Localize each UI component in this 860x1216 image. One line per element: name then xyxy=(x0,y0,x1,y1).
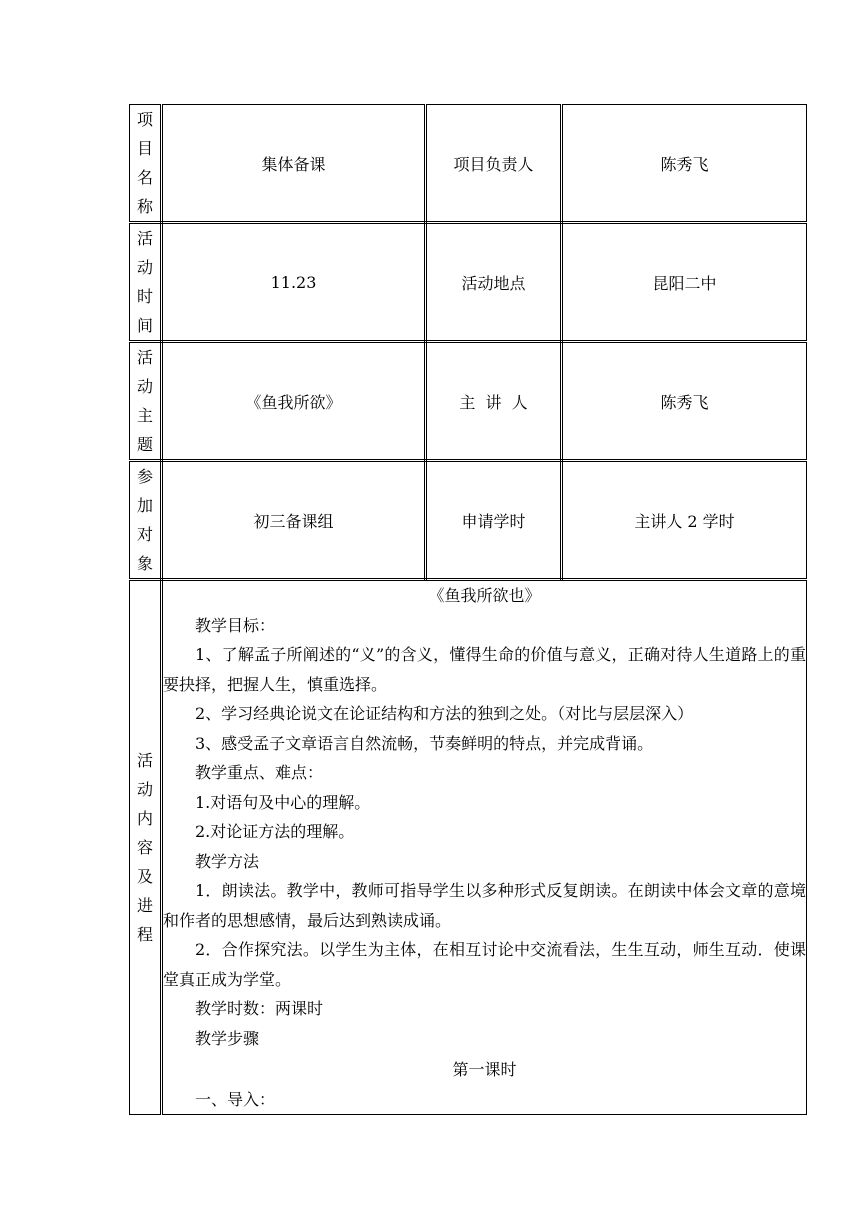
row-activity-content xyxy=(130,580,807,1115)
label-char: 参 xyxy=(136,467,153,486)
label-char: 称 xyxy=(136,197,153,216)
credit-hours-value: 主讲人 2 学时 xyxy=(562,461,807,580)
speaker-label: 主 讲 人 xyxy=(426,342,562,461)
teaching-hours: 教学时数：两课时 xyxy=(195,999,324,1018)
lesson-one-title: 第一课时 xyxy=(452,1060,517,1079)
key-point-item: 1.对语句及中心的理解。 xyxy=(195,792,371,812)
speaker-value: 陈秀飞 xyxy=(562,342,807,461)
label-char: 对 xyxy=(136,525,153,544)
activity-location-label: 活动地点 xyxy=(426,223,562,342)
label-char: 动 xyxy=(136,780,153,799)
project-leader-value: 陈秀飞 xyxy=(562,105,807,223)
goal-item: 1、了解孟子所阐述的“义”的含义，懂得生命的价值与意义，正确对待人生道路上的重要抉择，把握人生，慎重选择。 xyxy=(163,645,806,694)
method-item: 2．合作探究法。以学生为主体，在相互讨论中交流看法，生生互动，师生互动．使课堂真正成为学堂。 xyxy=(163,940,806,989)
label-char: 程 xyxy=(136,925,153,944)
activity-time-value: 11.23 xyxy=(162,223,426,342)
label-char: 活 xyxy=(136,229,153,248)
label-char: 内 xyxy=(136,809,153,828)
key-point-item: 2.对论证方法的理解。 xyxy=(195,822,355,841)
steps-heading: 教学步骤 xyxy=(195,1028,260,1048)
key-points-heading: 教学重点、难点： xyxy=(195,763,324,782)
methods-heading: 教学方法 xyxy=(195,851,260,871)
project-name-value: 集体备课 xyxy=(162,105,426,223)
label-char: 活 xyxy=(136,751,153,770)
intro-heading: 一、导入： xyxy=(195,1089,276,1109)
activity-topic-value: 《鱼我所欲》 xyxy=(162,342,426,461)
label-char: 及 xyxy=(136,867,153,886)
label-char: 活 xyxy=(136,348,153,367)
label-char: 动 xyxy=(136,258,153,277)
label-char: 时 xyxy=(136,287,153,306)
row-participants xyxy=(130,461,807,580)
goal-item: 2、学习经典论说文在论证结构和方法的独到之处。（对比与层层深入） xyxy=(195,704,694,723)
label-activity-content xyxy=(130,580,162,1115)
row-activity-time xyxy=(130,223,807,342)
label-char: 进 xyxy=(136,896,153,915)
project-leader-label: 项目负责人 xyxy=(426,105,562,223)
label-char: 间 xyxy=(136,316,153,335)
label-participants xyxy=(130,461,162,580)
label-activity-topic xyxy=(130,342,162,461)
label-char: 名 xyxy=(136,168,153,187)
row-activity-topic xyxy=(130,342,807,461)
activity-form-table xyxy=(129,104,807,1115)
lesson-plan-title: 《鱼我所欲也》 xyxy=(428,586,541,605)
label-char: 目 xyxy=(136,139,153,158)
label-project-name xyxy=(130,105,162,223)
goals-heading: 教学目标： xyxy=(195,615,276,635)
label-char: 项 xyxy=(136,110,153,129)
activity-content-body xyxy=(162,580,807,1115)
label-char: 加 xyxy=(136,496,153,515)
label-char: 象 xyxy=(136,554,153,573)
label-char: 容 xyxy=(136,838,153,857)
row-project-name xyxy=(130,105,807,223)
label-char: 题 xyxy=(136,435,153,454)
label-char: 主 xyxy=(136,406,153,425)
activity-location-value: 昆阳二中 xyxy=(562,223,807,342)
participants-value: 初三备课组 xyxy=(162,461,426,580)
credit-hours-label: 申请学时 xyxy=(426,461,562,580)
goal-item: 3、感受孟子文章语言自然流畅，节奏鲜明的特点，并完成背诵。 xyxy=(195,733,654,753)
label-char: 动 xyxy=(136,377,153,396)
label-activity-time xyxy=(130,223,162,342)
method-item: 1．朗读法。教学中，教师可指导学生以多种形式反复朗读。在朗读中体会文章的意境和作者的思想感情，最后达到熟读成诵。 xyxy=(163,881,806,930)
